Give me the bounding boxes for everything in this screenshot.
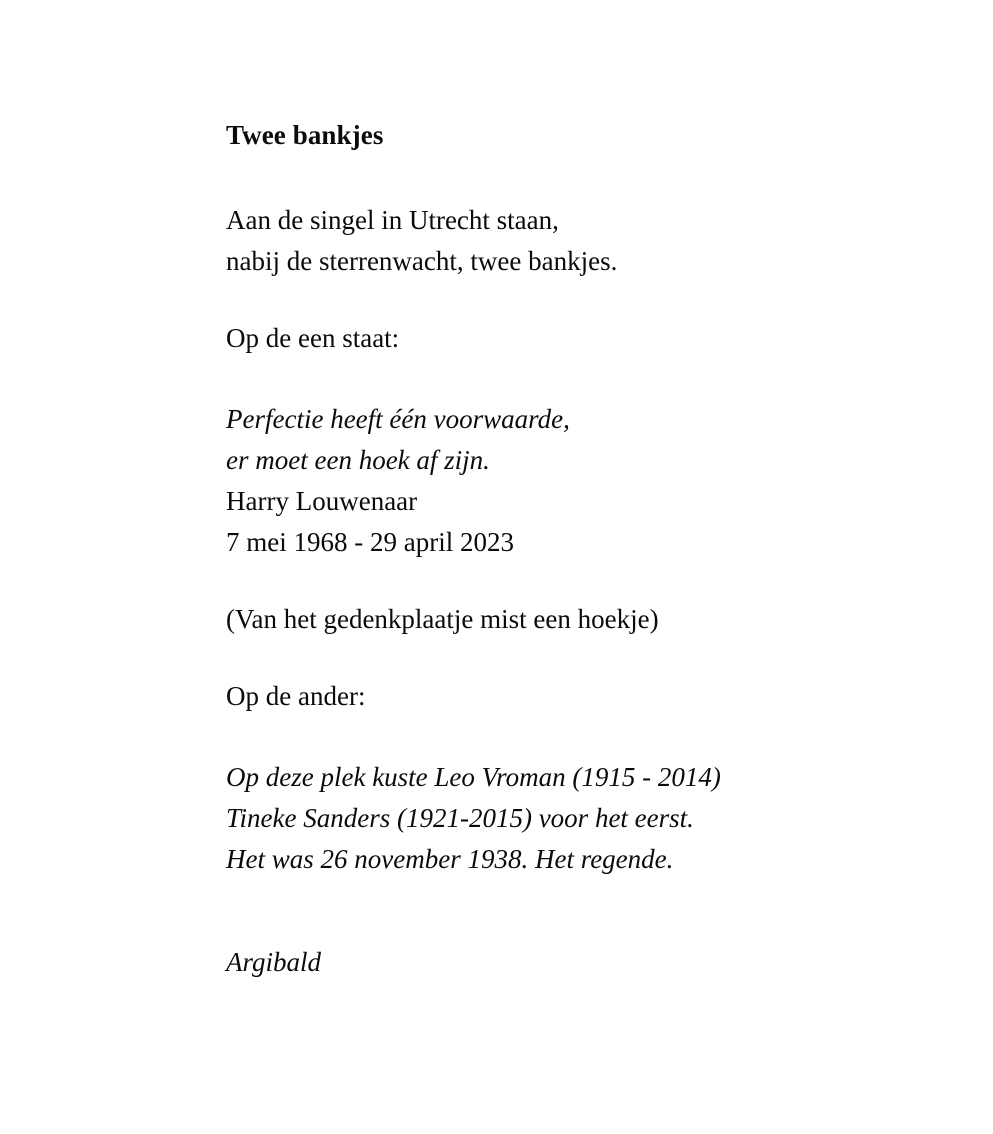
poem-line: Op deze plek kuste Leo Vroman (1915 - 2014) [226, 762, 721, 793]
poem-line: (Van het gedenkplaatje mist een hoekje) [226, 604, 659, 635]
poem-stanza-2 [226, 318, 913, 359]
poem-line: Aan de singel in Utrecht staan, [226, 205, 559, 236]
poem-line: Op de een staat: [226, 323, 400, 354]
poem-line: Tineke Sanders (1921-2015) voor het eerst. [226, 803, 694, 834]
poem-line: Harry Louwenaar [226, 486, 418, 517]
spacer [226, 563, 913, 599]
spacer [226, 640, 913, 676]
poem-line: Op de ander: [226, 681, 366, 712]
page-title: Twee bankjes [226, 120, 384, 150]
spacer [226, 717, 913, 757]
poem-stanza-1 [226, 200, 913, 282]
spacer [226, 359, 913, 399]
poem-line: 7 mei 1968 - 29 april 2023 [226, 527, 514, 558]
author-signature: Argibald [226, 947, 322, 978]
poem-line: Perfectie heeft één voorwaarde, [226, 404, 570, 435]
poem-stanza-6-inscription-two [226, 757, 913, 880]
poem-stanza-3-inscription-one [226, 399, 913, 563]
spacer [226, 880, 913, 942]
poem-stanza-4-aside [226, 599, 913, 640]
spacer [226, 153, 913, 200]
poem-line: nabij de sterrenwacht, twee bankjes. [226, 246, 618, 277]
poem-stanza-5 [226, 676, 913, 717]
spacer [226, 282, 913, 318]
poem-line: Het was 26 november 1938. Het regende. [226, 844, 674, 875]
poem-line: er moet een hoek af zijn. [226, 445, 490, 476]
